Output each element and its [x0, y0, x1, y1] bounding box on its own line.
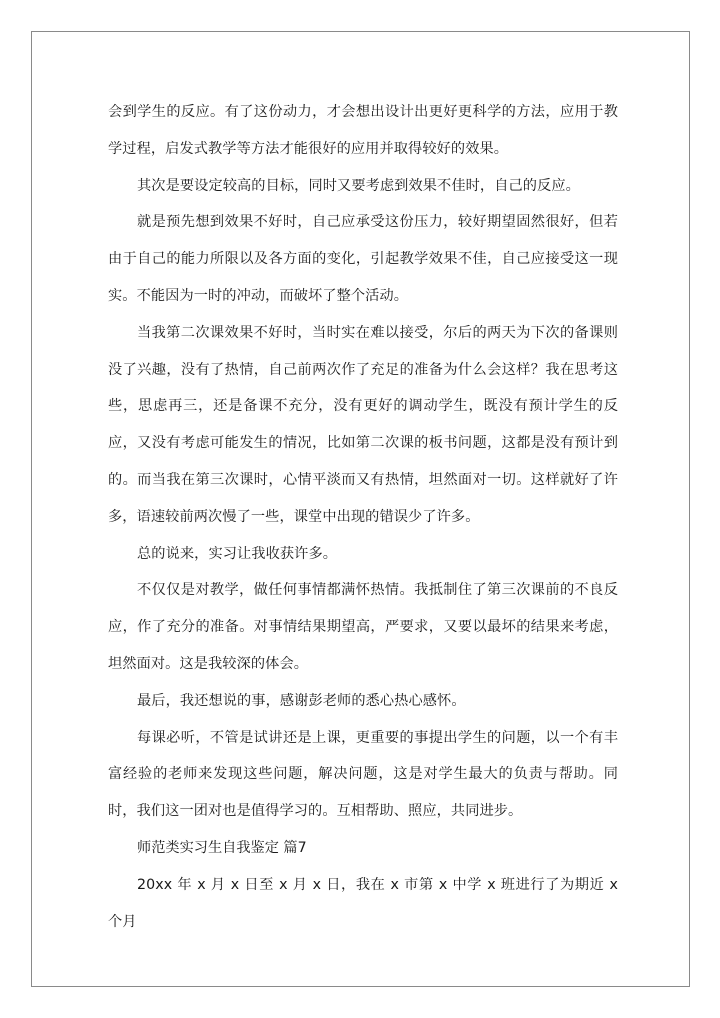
paragraph: 总的说来，实习让我收获许多。	[137, 545, 338, 562]
paragraph: 每课必听，不管是试讲还是上课，更重要的事提出学生的问题，以一个有丰富经验的老师来发现这些问题，解决问题，这是对学生最大的负责与帮助。同时，我们这一团对也是值得学习的。互相帮助、照应，共同进步。	[108, 729, 618, 820]
paragraph: 20xx 年 x 月 x 日至 x 月 x 日，我在 x 市第 x 中学 x 班进行了为期近 x 个月	[108, 876, 618, 930]
document-body	[108, 94, 618, 940]
paragraph: 不仅仅是对教学，做任何事情都满怀热情。我抵制住了第三次课前的不良反应，作了充分的准备。对事情结果期望高，严要求，又要以最坏的结果来考虑，坦然面对。这是我较深的体会。	[108, 582, 618, 672]
section-heading: 师范类实习生自我鉴定 篇7	[137, 839, 307, 856]
paragraph: 就是预先想到效果不好时，自己应承受这份压力，较好期望固然很好，但若由于自己的能力所限以及各方面的变化，引起教学效果不佳，自己应接受这一现实。不能因为一时的冲动，而破坏了整个活动。	[108, 214, 618, 304]
paragraph: 当我第二次课效果不好时，当时实在难以接受，尔后的两天为下次的备课则没了兴趣，没有了热情，自己前两次作了充足的准备为什么会这样？我在思考这些，思虑再三，还是备课不充分，没有更好的调动学生，既没有预计学生的反应，又没有考虑可能发生的情况，比如第二次课的板书问题，这都是没有预计到的。而当我在第三次课时，心情平淡而又有热情，坦然面对一切。这样就好了许多，语速较前两次慢了一些，课堂中出现的错误少了许多。	[108, 324, 618, 525]
paragraph: 会到学生的反应。有了这份动力，才会想出设计出更好更科学的方法，应用于教学过程，启发式教学等方法才能很好的应用并取得较好的效果。	[108, 104, 618, 157]
paragraph: 其次是要设定较高的目标，同时又要考虑到效果不佳时，自己的反应。	[137, 177, 580, 194]
paragraph: 最后，我还想说的事，感谢彭老师的悉心热心感怀。	[137, 692, 466, 709]
